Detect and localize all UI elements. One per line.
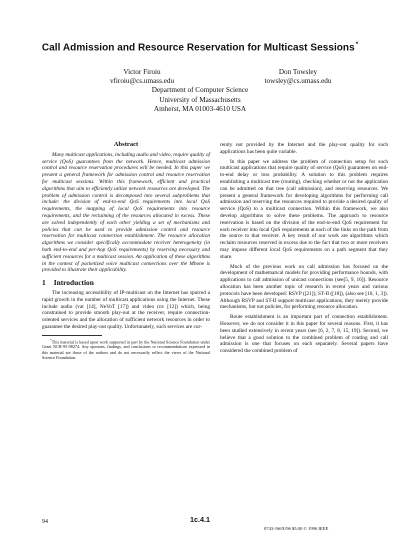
affiliation-univ: University of Massachusetts <box>159 95 241 104</box>
body-paragraph: Much of the previous work on call admission has focused on the development of mathematical models for providing performance bounds, with applications to call admission of unicast connections (see[5, 9, 16]). Resource allocation has been another topic of research in recent years and various protocols have been developed: RSVP ([21]), ST-II ([18]), (also see [10, 1, 3]). Although RSVP and ST-II support multicast applications, they merely provide mechanisms, but not policies, for performing resource allocation. <box>220 263 388 311</box>
section-title: Introduction <box>53 278 94 288</box>
session-label: 1c.4.1 <box>190 515 210 524</box>
footnote-rule <box>42 335 102 336</box>
author-name: Victor Firoiu <box>123 68 161 76</box>
abstract-heading: Abstract <box>113 141 139 148</box>
abstract-text: Many multicast applications, including audio and video, require quality of service (QoS) guarantees from the network. Hence, multicast admission control and resource reservation procedures will be needed. In this paper we present a general framework for admission control and resource reservation for multicast sessions. Within this framework, efficient and practical algorithms that aim to efficiently utilize network resources are developed. The problem of admission control is decomposed into several subproblems that include: the division of end-to-end QoS requirements into local QoS requirements, the mapping of local QoS requirements into resource requirements, and the reclaiming of the resources allocated in excess. These are solved independently of each other yielding a set of mechanisms and policies that can be used to provide admission control and resource reservation for multicast connection establishment. The resource allocation algorithms we consider specifically accommodate receiver heterogeneity (in both end-to-end and per-hop QoS requirements) by reserving necessary and sufficient resources for a multicast session. An application of these algorithms in the context of packetized voice multicast connections over the Mbone is provided to illustrate their applicability. <box>42 151 210 274</box>
body-paragraph: In this paper we address the problem of connection setup for such multicast applications that require quality of service (QoS) guarantees on end-to-end delay or loss probability. A solution to this problem requires establishing a multicast tree (routing), checking whether or not the application can be admitted on that tree (call admission), and reserving resources. We present a general framework for developing algorithms for performing call admission and reserving the resources required to provide a desired quality of service (QoS) to a multicast connection. Within this framework, we also develop algorithms to solve these problems. The approach to resource reservation is based on the division of the end-to-end QoS requirement for each receiver into local QoS requirements at each of the links on the path from the source to that receiver. A key result of our work are algorithms which reclaim resources reserved in excess due to the fact that two or more receivers may impose different local QoS requirements on a path segment that they share. <box>220 158 388 260</box>
title-footnote-mark: * <box>355 42 359 48</box>
footnote <box>42 338 210 360</box>
section-heading <box>42 280 210 287</box>
section-number: 1 <box>42 278 46 288</box>
author-email: towsley@cs.umass.edu <box>264 77 332 85</box>
affiliation-dept: Department of Computer Science <box>151 86 249 94</box>
affiliation <box>0 86 400 115</box>
affiliation-addr: Amherst, MA 01003-4610 USA <box>153 105 247 114</box>
intro-paragraph: The increasing accessibility of IP-multicast on the Internet has spurred a rapid growth in the number of multicast applications using the Internet. These include audio (vat [14], NeVoT [17]) and video (nv [12]) which, being constrained to provide smooth play-out at the receiver, require connection-oriented services and the allocation of sufficient network resources in order to guarantee the desired play-out quality. Unfortunately, such services are cur- <box>42 289 210 330</box>
body-paragraph: Route establishment is an important part of connection establishment. However, we do not consider it in this paper for several reasons. First, it has been studied extensively in recent years (see [6, 2, 7, 8, 15, 19]). Second, we believe that a good solution to the combined problem of routing and call admission is one that focuses on each separately. Several papers have considered the combined problem of <box>220 314 388 355</box>
left-column <box>42 142 210 360</box>
page-number: 94 <box>42 519 48 525</box>
body-paragraph: rently not provided by the Internet and the play-out quality for such applications has been quite variable. <box>220 142 388 155</box>
author-block-1 <box>82 68 202 86</box>
author-email: vfiroiu@cs.umass.edu <box>109 77 175 85</box>
title-text: Call Admission and Resource Reservation for Multicast Sessions <box>41 42 355 54</box>
footnote-text: This material is based upon work supported in part by the National Science Foundation under Grant NCR-95-08274. Any opinions, findings, and conclusions or recommendations expressed in this material are those of the authors and do not necessarily reflect the views of the National Science Foundation. <box>42 339 210 360</box>
paper-title <box>0 42 400 53</box>
copyright-code: 0743-166X/96 $5.00 © 1996 IEEE <box>264 526 329 531</box>
author-name: Don Towsley <box>278 68 318 76</box>
footnote-mark: * <box>50 337 52 342</box>
right-column <box>220 142 388 358</box>
author-block-2 <box>238 68 358 86</box>
